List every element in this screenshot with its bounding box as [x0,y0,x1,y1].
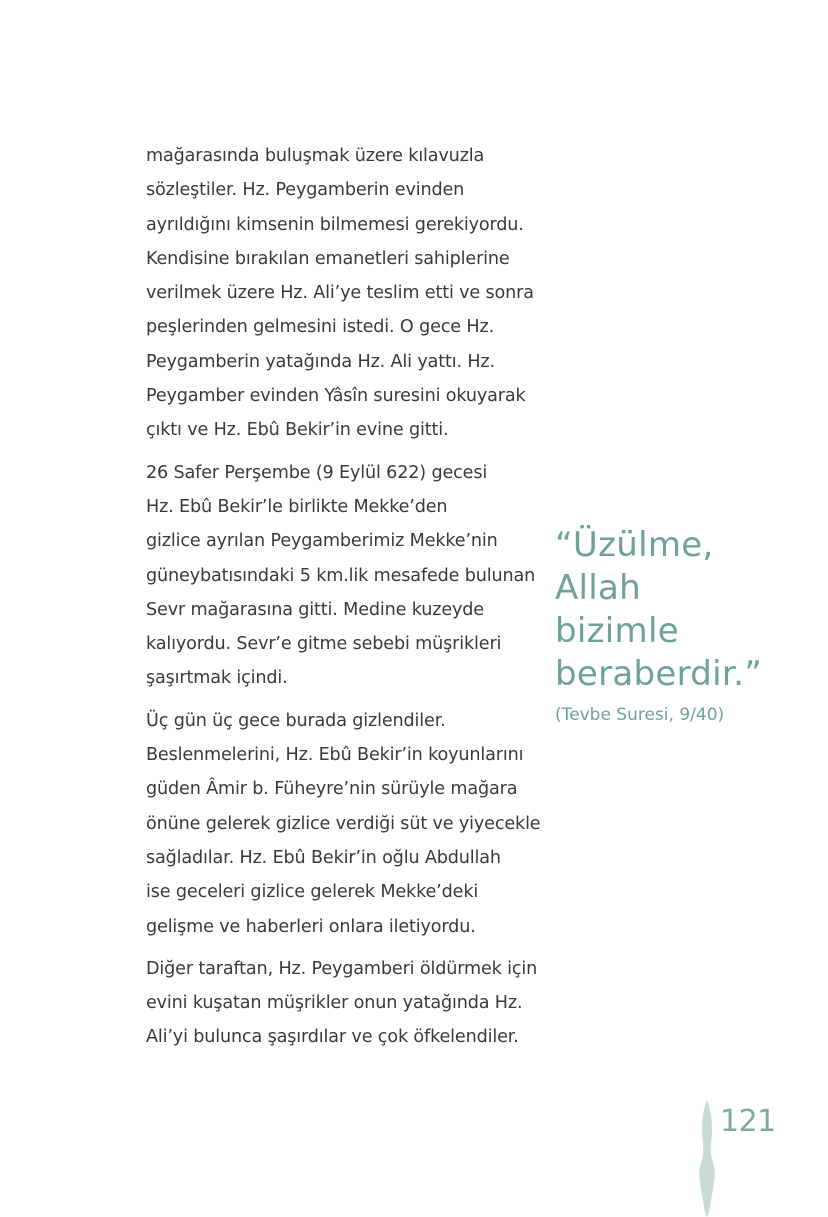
text-line: 26 Safer Perşembe (9 Eylül 622) gecesi [146,462,488,483]
text-line: evini kuşatan müşrikler onun yatağında Hz. [146,993,523,1014]
quote-line: “Üzülme, [555,525,714,565]
text-line: kalıyordu. Sevr’e gitme sebebi müşrikleri [146,634,502,655]
text-line: Hz. Ebû Bekir’le birlikte Mekke’den [146,496,448,517]
text-line: ayrıldığını kimsenin bilmemesi gerekiyordu. [146,214,524,235]
text-line: Sevr mağarasına gitti. Medine kuzeyde [146,599,484,620]
paragraph-2 [146,456,536,696]
text-line: verilmek üzere Hz. Ali’ye teslim etti ve sonra [146,283,534,304]
quote-line: beraberdir.” [555,654,763,694]
body-text [146,139,541,1063]
text-line: Ali’yi bulunca şaşırdılar ve çok öfkelendiler. [146,1027,519,1048]
quote-line: bizimle [555,611,679,651]
paragraph-4 [146,952,536,1055]
page-ornament-icon [695,1100,719,1217]
text-line: Kendisine bırakılan emanetleri sahiplerine [146,248,510,269]
text-line: gelişme ve haberleri onlara iletiyordu. [146,916,476,937]
text-line: Beslenmelerini, Hz. Ebû Bekir’in koyunlarını [146,745,524,766]
text-line: ise geceleri gizlice gelerek Mekke’deki [146,882,479,903]
text-line: şaşırtmak içindi. [146,668,288,689]
pull-quote [555,524,795,726]
text-line: sözleştiler. Hz. Peygamberin evinden [146,180,465,201]
text-line: önüne gelerek gizlice verdiği süt ve yiyecekle [146,813,541,834]
text-line: çıktı ve Hz. Ebû Bekir’in evine gitti. [146,420,449,441]
text-line: Peygamberin yatağında Hz. Ali yattı. Hz. [146,351,495,372]
quote-line: Allah [555,568,642,608]
paragraph-3 [146,704,541,944]
text-line: gizlice ayrılan Peygamberimiz Mekke’nin [146,531,498,552]
text-line: Peygamber evinden Yâsîn suresini okuyarak [146,386,526,407]
text-line: mağarasında buluşmak üzere kılavuzla [146,146,485,166]
text-line: Üç gün üç gece burada gizlendiler. [146,710,446,731]
page-number: 121 [720,1104,776,1139]
text-line: sağladılar. Hz. Ebû Bekir’in oğlu Abdullah [146,847,501,868]
paragraph-1 [146,139,536,448]
text-line: peşlerinden gelmesini istedi. O gece Hz. [146,317,495,338]
text-line: Diğer taraftan, Hz. Peygamberi öldürmek için [146,958,538,979]
text-line: güneybatısındaki 5 km.lik mesafede bulunan [146,565,536,586]
quote-source: (Tevbe Suresi, 9/40) [555,705,725,725]
text-line: güden Âmir b. Füheyre’nin sürüyle mağara [146,779,518,800]
